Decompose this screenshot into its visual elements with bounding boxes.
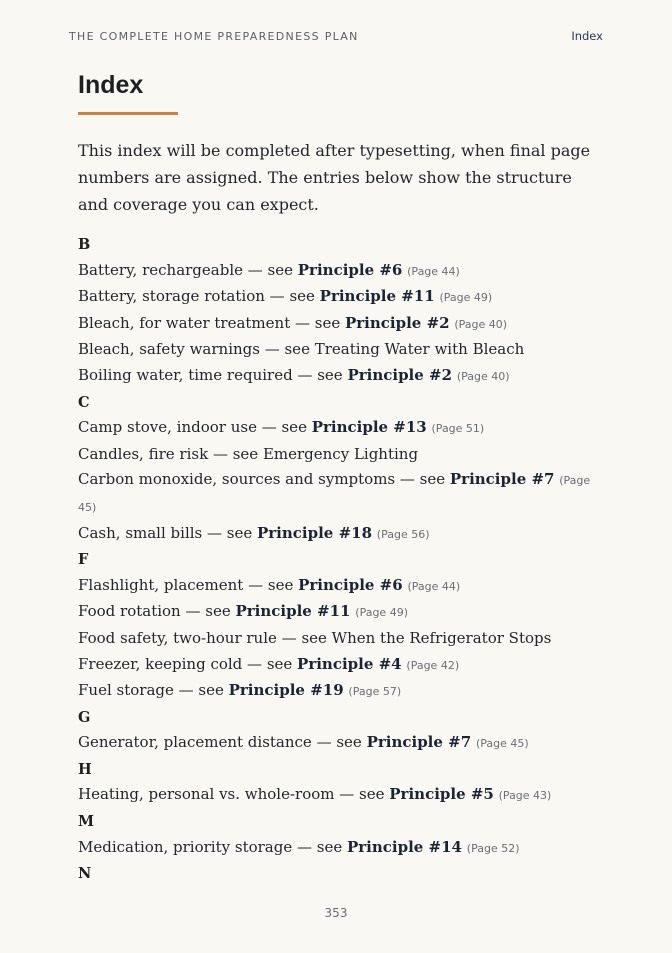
page-reference: (Page 40) [454,317,508,331]
see-connector: — see [395,470,450,489]
cross-reference-link[interactable]: Principle #11 [235,602,351,621]
see-connector: — see [243,260,298,279]
index-entry [78,652,603,679]
entry-term: Carbon monoxide, sources and symptoms [78,470,396,489]
page-number: 353 [324,906,348,920]
index-entry [78,835,603,862]
index-entry [78,521,603,548]
index-letter-heading: C [78,393,90,411]
entry-term: Bleach, safety warnings [78,340,260,359]
cross-reference-link[interactable]: Treating Water with Bleach [314,340,525,359]
entry-term: Candles, fire risk [78,444,209,463]
page-reference: (Page 52) [466,841,520,855]
see-connector: — see [243,575,299,594]
cross-reference-link[interactable]: Emergency Lighting [262,444,419,463]
page-reference: (Page 45) [78,474,591,514]
intro-paragraph: This index will be completed after typesetting, when final page numbers are assigned. The entries below show the structure and coverage you can expect. [78,141,591,214]
see-connector: — see [242,654,298,673]
page-reference: (Page 56) [376,527,430,541]
entry-term: Medication, priority storage [78,837,293,856]
index-content [78,70,603,887]
entry-term: Fuel storage [78,681,174,700]
cross-reference-link[interactable]: Principle #7 [449,470,555,489]
entry-term: Battery, storage rotation [78,287,265,306]
page-title: Index [78,71,144,99]
see-connector: — see [292,365,348,384]
see-connector: — see [276,628,332,647]
entry-term: Bleach, for water treatment [78,313,291,332]
index-entry [78,730,603,757]
entry-term: Cash, small bills [78,523,203,542]
index-entry [78,467,603,520]
entry-term: Food rotation [78,602,181,621]
cross-reference-link[interactable]: Principle #13 [311,418,427,437]
page-reference: (Page 57) [348,685,402,699]
index-letter-heading: G [78,708,91,726]
entry-term: Battery, rechargeable [78,260,244,279]
see-connector: — see [256,418,312,437]
page-reference: (Page 49) [439,291,493,305]
cross-reference-link[interactable]: Principle #2 [345,313,450,332]
cross-reference-link[interactable]: Principle #5 [389,785,494,804]
index-letter-heading: H [78,760,92,778]
cross-reference-link[interactable]: Principle #19 [228,681,344,700]
cross-reference-link[interactable]: Principle #11 [319,287,435,306]
entry-term: Heating, personal vs. whole-room [78,785,335,804]
entry-term: Freezer, keeping cold [78,654,243,673]
cross-reference-link[interactable]: Principle #7 [366,733,472,752]
index-entry [78,258,603,285]
index-entry [78,284,603,311]
index-entry [78,573,603,600]
see-connector: — see [292,837,347,856]
see-connector: — see [334,785,390,804]
index-entries [78,232,603,887]
see-connector: — see [264,287,320,306]
cross-reference-link[interactable]: Principle #4 [297,654,402,673]
index-letter-heading: B [78,236,91,253]
index-letter-heading: N [78,865,92,883]
running-header [69,29,603,43]
cross-reference-link[interactable]: Principle #6 [297,260,403,279]
see-connector: — see [202,523,257,542]
entry-term: Food safety, two-hour rule [78,628,277,647]
entry-term: Flashlight, placement [78,575,244,594]
index-entry [78,442,603,468]
index-entry [78,311,603,338]
page-reference: (Page 51) [431,422,485,436]
index-letter-heading: F [78,551,89,569]
index-entry [78,415,603,442]
cross-reference-link[interactable]: When the Refrigerator Stops [331,628,552,647]
index-entry [78,626,603,652]
page-reference: (Page 42) [406,658,460,672]
cross-reference-link[interactable]: Principle #18 [257,523,373,542]
page-reference: (Page 49) [355,606,408,620]
see-connector: — see [311,733,367,752]
page-reference: (Page 40) [456,369,510,383]
page-reference: (Page 43) [498,789,552,803]
see-connector: — see [259,340,315,359]
cross-reference-link[interactable]: Principle #14 [346,837,462,856]
page-reference: (Page 45) [475,737,529,751]
section-label: Index [571,29,603,43]
index-entry [78,678,603,705]
index-entry [78,782,603,809]
title-underline [78,112,178,115]
index-entry [78,337,603,363]
cross-reference-link[interactable]: Principle #2 [347,365,453,384]
entry-term: Boiling water, time required [78,365,293,384]
book-title: THE COMPLETE HOME PREPAREDNESS PLAN [69,29,359,43]
index-letter-heading: M [78,813,95,831]
index-entry [78,363,603,390]
entry-term: Camp stove, indoor use [78,418,257,437]
page-reference: (Page 44) [407,264,460,278]
cross-reference-link[interactable]: Principle #6 [298,575,403,594]
see-connector: — see [173,681,229,700]
see-connector: — see [290,313,345,332]
see-connector: — see [180,602,236,621]
page-reference: (Page 44) [407,579,461,593]
see-connector: — see [208,444,263,463]
index-entry [78,599,603,626]
entry-term: Generator, placement distance [78,733,312,752]
